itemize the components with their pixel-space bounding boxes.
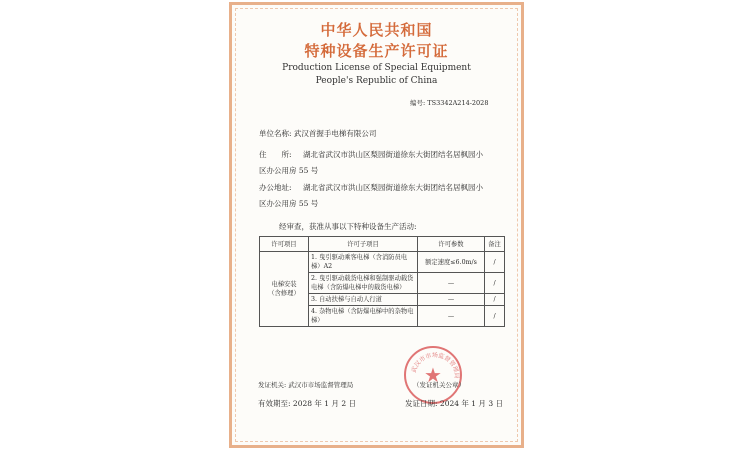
- title-cn-line2: 特种设备生产许可证: [304, 42, 449, 60]
- header-param: 许可参数: [418, 237, 485, 252]
- approval-text: 经审查，获准从事以下特种设备生产活动:: [279, 222, 417, 231]
- note-cell: /: [485, 252, 505, 273]
- office-value-line1: 湖北省武汉市洪山区梨园街道徐东大街团结名居枫园小: [303, 183, 483, 192]
- validity-label: 有效期至:: [258, 399, 291, 408]
- residence-value-line2: 区办公用房 55 号: [259, 166, 319, 175]
- issue-date-label: 发证日期:: [405, 399, 438, 408]
- issue-date-value: 2024 年 1 月 3 日: [439, 399, 503, 408]
- number-label: 编号:: [410, 99, 426, 107]
- subitem-cell: 2. 曳引驱动载货电梯和强制驱动载货电梯（含防爆电梯中的载货电梯）: [309, 273, 418, 294]
- office-value-line2: 区办公用房 55 号: [259, 199, 319, 208]
- number-value: TS3342A214-2028: [427, 99, 489, 107]
- category-cell: 电梯安装 （含修理）: [260, 252, 309, 327]
- issue-date-row: [405, 398, 503, 409]
- subitem-cell: 1. 曳引驱动乘客电梯（含消防员电梯）A2: [309, 252, 418, 273]
- unit-name-row: [259, 128, 376, 139]
- subitem-cell: 3. 自动扶梯与自动人行道: [309, 294, 418, 306]
- seal-note: （发证机关公章）: [413, 381, 465, 389]
- issuer-value: 武汉市市场监督管理局: [288, 381, 354, 389]
- header-note: 备注: [485, 237, 505, 252]
- note-cell: /: [485, 306, 505, 327]
- title-en-line2: People's Republic of China: [315, 76, 438, 86]
- table-header-row: [260, 237, 505, 252]
- table-row: [260, 252, 505, 273]
- office-label: 办公地址:: [259, 183, 292, 192]
- issuer-row: [258, 380, 353, 389]
- param-cell: —: [418, 294, 485, 306]
- header-subitem: 许可子项目: [309, 237, 418, 252]
- note-cell: /: [485, 273, 505, 294]
- note-cell: /: [485, 294, 505, 306]
- title-cn-line1: 中华人民共和国: [320, 21, 433, 39]
- svg-text:武汉市市场监督管理局: 武汉市市场监督管理局: [410, 351, 461, 379]
- issuer-label: 发证机关:: [258, 381, 287, 389]
- subitem-cell: 4. 杂物电梯（含防爆电梯中的杂物电梯）: [309, 306, 418, 327]
- residence-value-line1: 湖北省武汉市洪山区梨园街道徐东大街团结名居枫园小: [303, 150, 483, 159]
- official-seal: [404, 346, 462, 404]
- unit-label: 单位名称:: [259, 129, 292, 138]
- validity-value: 2028 年 1 月 2 日: [292, 399, 356, 408]
- header-item: 许可项目: [260, 237, 309, 252]
- title-en-line1: Production License of Special Equipment: [282, 63, 471, 73]
- residence-label: 住 所:: [259, 150, 292, 159]
- validity-row: [258, 398, 356, 409]
- license-number: [410, 98, 488, 107]
- param-cell: —: [418, 273, 485, 294]
- star-icon: ★: [424, 363, 442, 387]
- license-table: [259, 236, 505, 327]
- unit-value: 武汉首握手电梯有限公司: [293, 129, 377, 138]
- param-cell: —: [418, 306, 485, 327]
- param-cell: 额定速度≤6.0m/s: [418, 252, 485, 273]
